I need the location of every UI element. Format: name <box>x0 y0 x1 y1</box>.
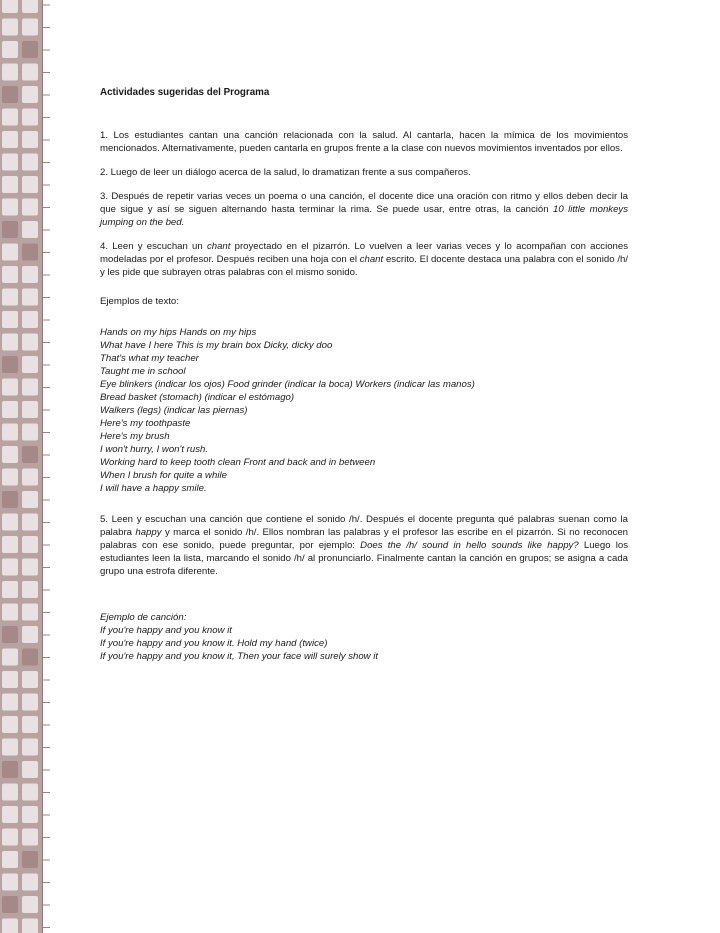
strip-square <box>22 446 38 463</box>
strip-square <box>22 536 38 553</box>
strip-square <box>22 41 38 58</box>
strip-square <box>22 874 38 891</box>
strip-square <box>2 581 18 598</box>
strip-square <box>2 806 18 823</box>
strip-square <box>22 244 38 261</box>
strip-square <box>2 694 18 711</box>
strip-square <box>2 86 18 103</box>
strip-square <box>22 851 38 868</box>
activity-1 <box>100 129 628 155</box>
chant-line: Bread basket (stomach) (indicar el estómago) <box>100 392 295 403</box>
chant-line: Taught me in school <box>100 366 186 377</box>
chant-line: Eye blinkers (indicar los ojos) Food grinder (indicar la boca) Workers (indicar las manos) <box>100 379 475 390</box>
strip-square <box>22 829 38 846</box>
activity-2 <box>100 166 628 179</box>
strip-square <box>2 784 18 801</box>
text-run: y marca el sonido /h/. Ellos nombran las palabras y el profesor las escribe en el pizarrón. Si no reconocen palabras con ese sonido, puede preguntar, por ejemplo: <box>100 527 629 551</box>
strip-square <box>2 109 18 126</box>
chant-line: When I brush for quite a while <box>100 470 227 481</box>
strip-square <box>22 266 38 283</box>
strip-square <box>2 649 18 666</box>
strip-square <box>22 311 38 328</box>
strip-square <box>2 671 18 688</box>
chant-line: What have I here This is my brain box Dicky, dicky doo <box>100 340 333 351</box>
song-line: If you're happy and you know it, Then your face will surely show it <box>100 651 379 662</box>
strip-square <box>22 86 38 103</box>
strip-square <box>22 289 38 306</box>
strip-square <box>22 0 38 13</box>
strip-square <box>2 851 18 868</box>
strip-square <box>2 334 18 351</box>
chant-line: I will have a happy smile. <box>100 483 207 494</box>
strip-square <box>2 64 18 81</box>
text-run: 1. Los estudiantes cantan una canción relacionada con la salud. Al cantarla, hacen la mímica de los movimientos mencionados. Alternativamente, pueden cantarla en grupos frente a la clase con nuevos movimientos inventados por ellos. <box>100 130 628 154</box>
strip-square <box>22 199 38 216</box>
strip-square <box>22 671 38 688</box>
text-run: escrito. El docente destaca una palabra con el sonido /h/ y les pide que subrayen otras palabras con el mismo sonido. <box>100 254 628 278</box>
activity-5 <box>100 513 628 578</box>
text-run: 2. Luego de leer un diálogo acerca de la salud, lo dramatizan frente a sus compañeros. <box>100 167 471 178</box>
strip-square <box>2 424 18 441</box>
strip-square <box>22 604 38 621</box>
strip-square <box>22 334 38 351</box>
song-label: Ejemplo de canción: <box>100 612 187 623</box>
strip-square <box>2 514 18 531</box>
document-title: Actividades sugeridas del Programa <box>100 87 270 98</box>
text-run: chant <box>206 241 231 252</box>
strip-square <box>2 131 18 148</box>
strip-square <box>22 784 38 801</box>
strip-square <box>22 221 38 238</box>
strip-square <box>2 266 18 283</box>
strip-square <box>2 289 18 306</box>
chant-line: I won't hurry, I won't rush. <box>100 444 208 455</box>
chant-line: Here's my toothpaste <box>100 418 191 429</box>
strip-square <box>2 626 18 643</box>
strip-square <box>2 356 18 373</box>
strip-square <box>22 559 38 576</box>
strip-square <box>22 694 38 711</box>
strip-square <box>2 446 18 463</box>
strip-square <box>2 559 18 576</box>
strip-square <box>2 199 18 216</box>
strip-square <box>22 131 38 148</box>
strip-square <box>2 919 18 933</box>
strip-square <box>22 896 38 913</box>
strip-square <box>2 716 18 733</box>
strip-square <box>2 19 18 36</box>
strip-square <box>2 874 18 891</box>
strip-square <box>2 536 18 553</box>
strip-square <box>22 469 38 486</box>
text-run: Does the /h/ sound in hello sounds like happy? <box>360 540 579 551</box>
chant-line: Here's my brush <box>100 431 170 442</box>
strip-square <box>2 401 18 418</box>
song-line: If you're happy and you know it <box>100 625 232 636</box>
example-label: Ejemplos de texto: <box>100 296 179 307</box>
strip-square <box>22 649 38 666</box>
strip-square <box>2 604 18 621</box>
activity-3 <box>100 190 628 229</box>
song-text <box>100 624 628 663</box>
strip-square <box>22 716 38 733</box>
strip-square <box>22 581 38 598</box>
text-run: 10 little monkeys jumping on the bed. <box>100 204 629 228</box>
strip-square <box>22 64 38 81</box>
strip-square <box>2 829 18 846</box>
strip-square <box>2 154 18 171</box>
strip-square <box>22 176 38 193</box>
notebook-binding-pattern <box>0 0 58 933</box>
strip-square <box>22 424 38 441</box>
strip-square <box>22 514 38 531</box>
document-page <box>100 86 628 663</box>
text-run: happy <box>135 527 162 538</box>
strip-square <box>22 626 38 643</box>
song-line: If you're happy and you know it. Hold my hand (twice) <box>100 638 328 649</box>
strip-square <box>22 356 38 373</box>
strip-square <box>22 806 38 823</box>
strip-square <box>22 19 38 36</box>
activity-4 <box>100 240 628 279</box>
chant-line: Hands on my hips Hands on my hips <box>100 327 257 338</box>
strip-square <box>22 739 38 756</box>
strip-square <box>2 491 18 508</box>
strip-square <box>22 919 38 933</box>
strip-square <box>22 379 38 396</box>
text-run: proyectado en el pizarrón. Lo vuelven a leer varias veces y lo acompañan con acciones modeladas por el profesor. Después reciben una hoja con el <box>100 241 629 265</box>
strip-square <box>2 311 18 328</box>
strip-square <box>2 41 18 58</box>
strip-square <box>2 176 18 193</box>
text-run: Luego los estudiantes leen la lista, marcando el sonido /h/ al pronunciarlo. Finalmente cantan la canción en grupos; se asigna a cada grupo una estrofa diferente. <box>100 540 628 577</box>
strip-square <box>2 469 18 486</box>
text-run: 3. Después de repetir varias veces un poema o una canción, el docente dice una oración con ritmo y ellos deben decir la que sigue y así se siguen alternando hasta terminar la rima. Se puede usar, entre otras, la canción <box>100 191 628 215</box>
chant-line: Working hard to keep tooth clean Front and back and in between <box>100 457 376 468</box>
binder-strip <box>0 0 58 933</box>
text-run: chant <box>359 254 384 265</box>
strip-square <box>2 221 18 238</box>
strip-square <box>22 761 38 778</box>
strip-square <box>2 739 18 756</box>
strip-square <box>2 0 18 13</box>
activities-list <box>100 129 628 279</box>
chant-text <box>100 326 628 495</box>
chant-line: Walkers (legs) (indicar las piernas) <box>100 405 248 416</box>
text-run: 5. Leen y escuchan una canción que contiene el sonido /h/. Después el docente pregunta qué palabras suenan como la palabra <box>100 514 628 538</box>
strip-square <box>22 109 38 126</box>
chant-line: That's what my teacher <box>100 353 199 364</box>
strip-square <box>22 491 38 508</box>
strip-square <box>2 896 18 913</box>
strip-square <box>22 154 38 171</box>
text-run: 4. Leen y escuchan un <box>100 241 207 252</box>
strip-square <box>2 761 18 778</box>
strip-square <box>2 379 18 396</box>
strip-square <box>22 401 38 418</box>
strip-square <box>2 244 18 261</box>
